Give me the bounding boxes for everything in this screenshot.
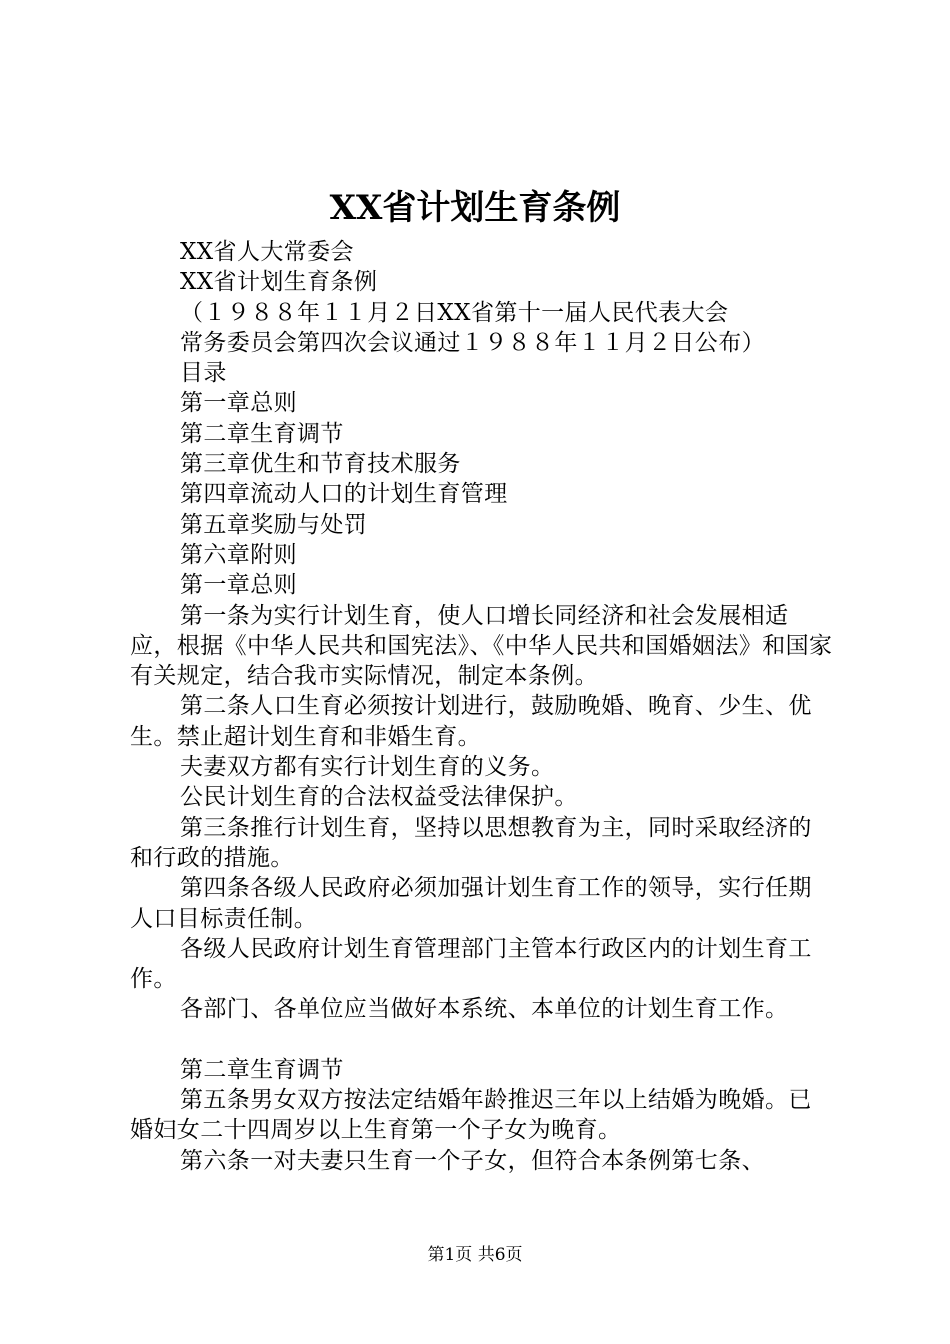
- article-4-admin-paragraph: 各级人民政府计划生育管理部门主管本行政区内的计划生育工作。: [130, 935, 812, 993]
- article-2-duty-paragraph: 夫妻双方都有实行计划生育的义务。: [180, 754, 555, 781]
- toc-item-chapter-1: 第一章总则: [180, 390, 297, 417]
- toc-item-chapter-5: 第五章奖励与处罚: [180, 511, 368, 538]
- page-number-footer: 第1页 共6页: [427, 1245, 523, 1265]
- document-body: [130, 237, 835, 1176]
- section-gap: [130, 1025, 835, 1055]
- issuer-line: XX省人大常委会: [180, 239, 354, 265]
- adoption-note-line-1: （１９８８年１１月２日XX省第十一届人民代表大会: [180, 299, 729, 326]
- article-3-paragraph: 第三条推行计划生育，坚持以思想教育为主，同时采取经济的和行政的措施。: [130, 814, 812, 871]
- document-title: XX省计划生育条例: [329, 188, 621, 228]
- article-4-units-paragraph: 各部门、各单位应当做好本系统、本单位的计划生育工作。: [180, 996, 789, 1023]
- article-4-paragraph: 第四条各级人民政府必须加强计划生育工作的领导，实行任期人口目标责任制。: [130, 875, 812, 932]
- article-2-paragraph: 第二条人口生育必须按计划进行，鼓励晚婚、晚育、少生、优生。禁止超计划生育和非婚生育。: [130, 693, 812, 750]
- adoption-note-line-2: 常务委员会第四次会议通过１９８８年１１月２日公布）: [180, 329, 765, 356]
- toc-item-chapter-2: 第二章生育调节: [180, 420, 344, 447]
- chapter-2-heading: 第二章生育调节: [180, 1056, 344, 1083]
- toc-heading: 目录: [180, 360, 227, 387]
- article-5-paragraph: 第五条男女双方按法定结婚年龄推迟三年以上结婚为晚婚。已婚妇女二十四周岁以上生育第一个子女为晚育。: [130, 1087, 812, 1144]
- regulation-name-line: XX省计划生育条例: [180, 269, 378, 296]
- article-1-paragraph: 第一条为实行计划生育，使人口增长同经济和社会发展相适应，根据《中华人民共和国宪法》、《中华人民共和国婚姻法》和国家有关规定，结合我市实际情况，制定本条例。: [130, 602, 833, 690]
- article-2-rights-paragraph: 公民计划生育的合法权益受法律保护。: [180, 784, 578, 811]
- toc-item-chapter-6: 第六章附则: [180, 541, 297, 568]
- chapter-1-heading: 第一章总则: [180, 572, 297, 599]
- toc-item-chapter-3: 第三章优生和节育技术服务: [180, 451, 461, 478]
- article-6-paragraph: 第六条一对夫妻只生育一个子女，但符合本条例第七条、: [180, 1147, 765, 1174]
- toc-item-chapter-4: 第四章流动人口的计划生育管理: [180, 481, 508, 508]
